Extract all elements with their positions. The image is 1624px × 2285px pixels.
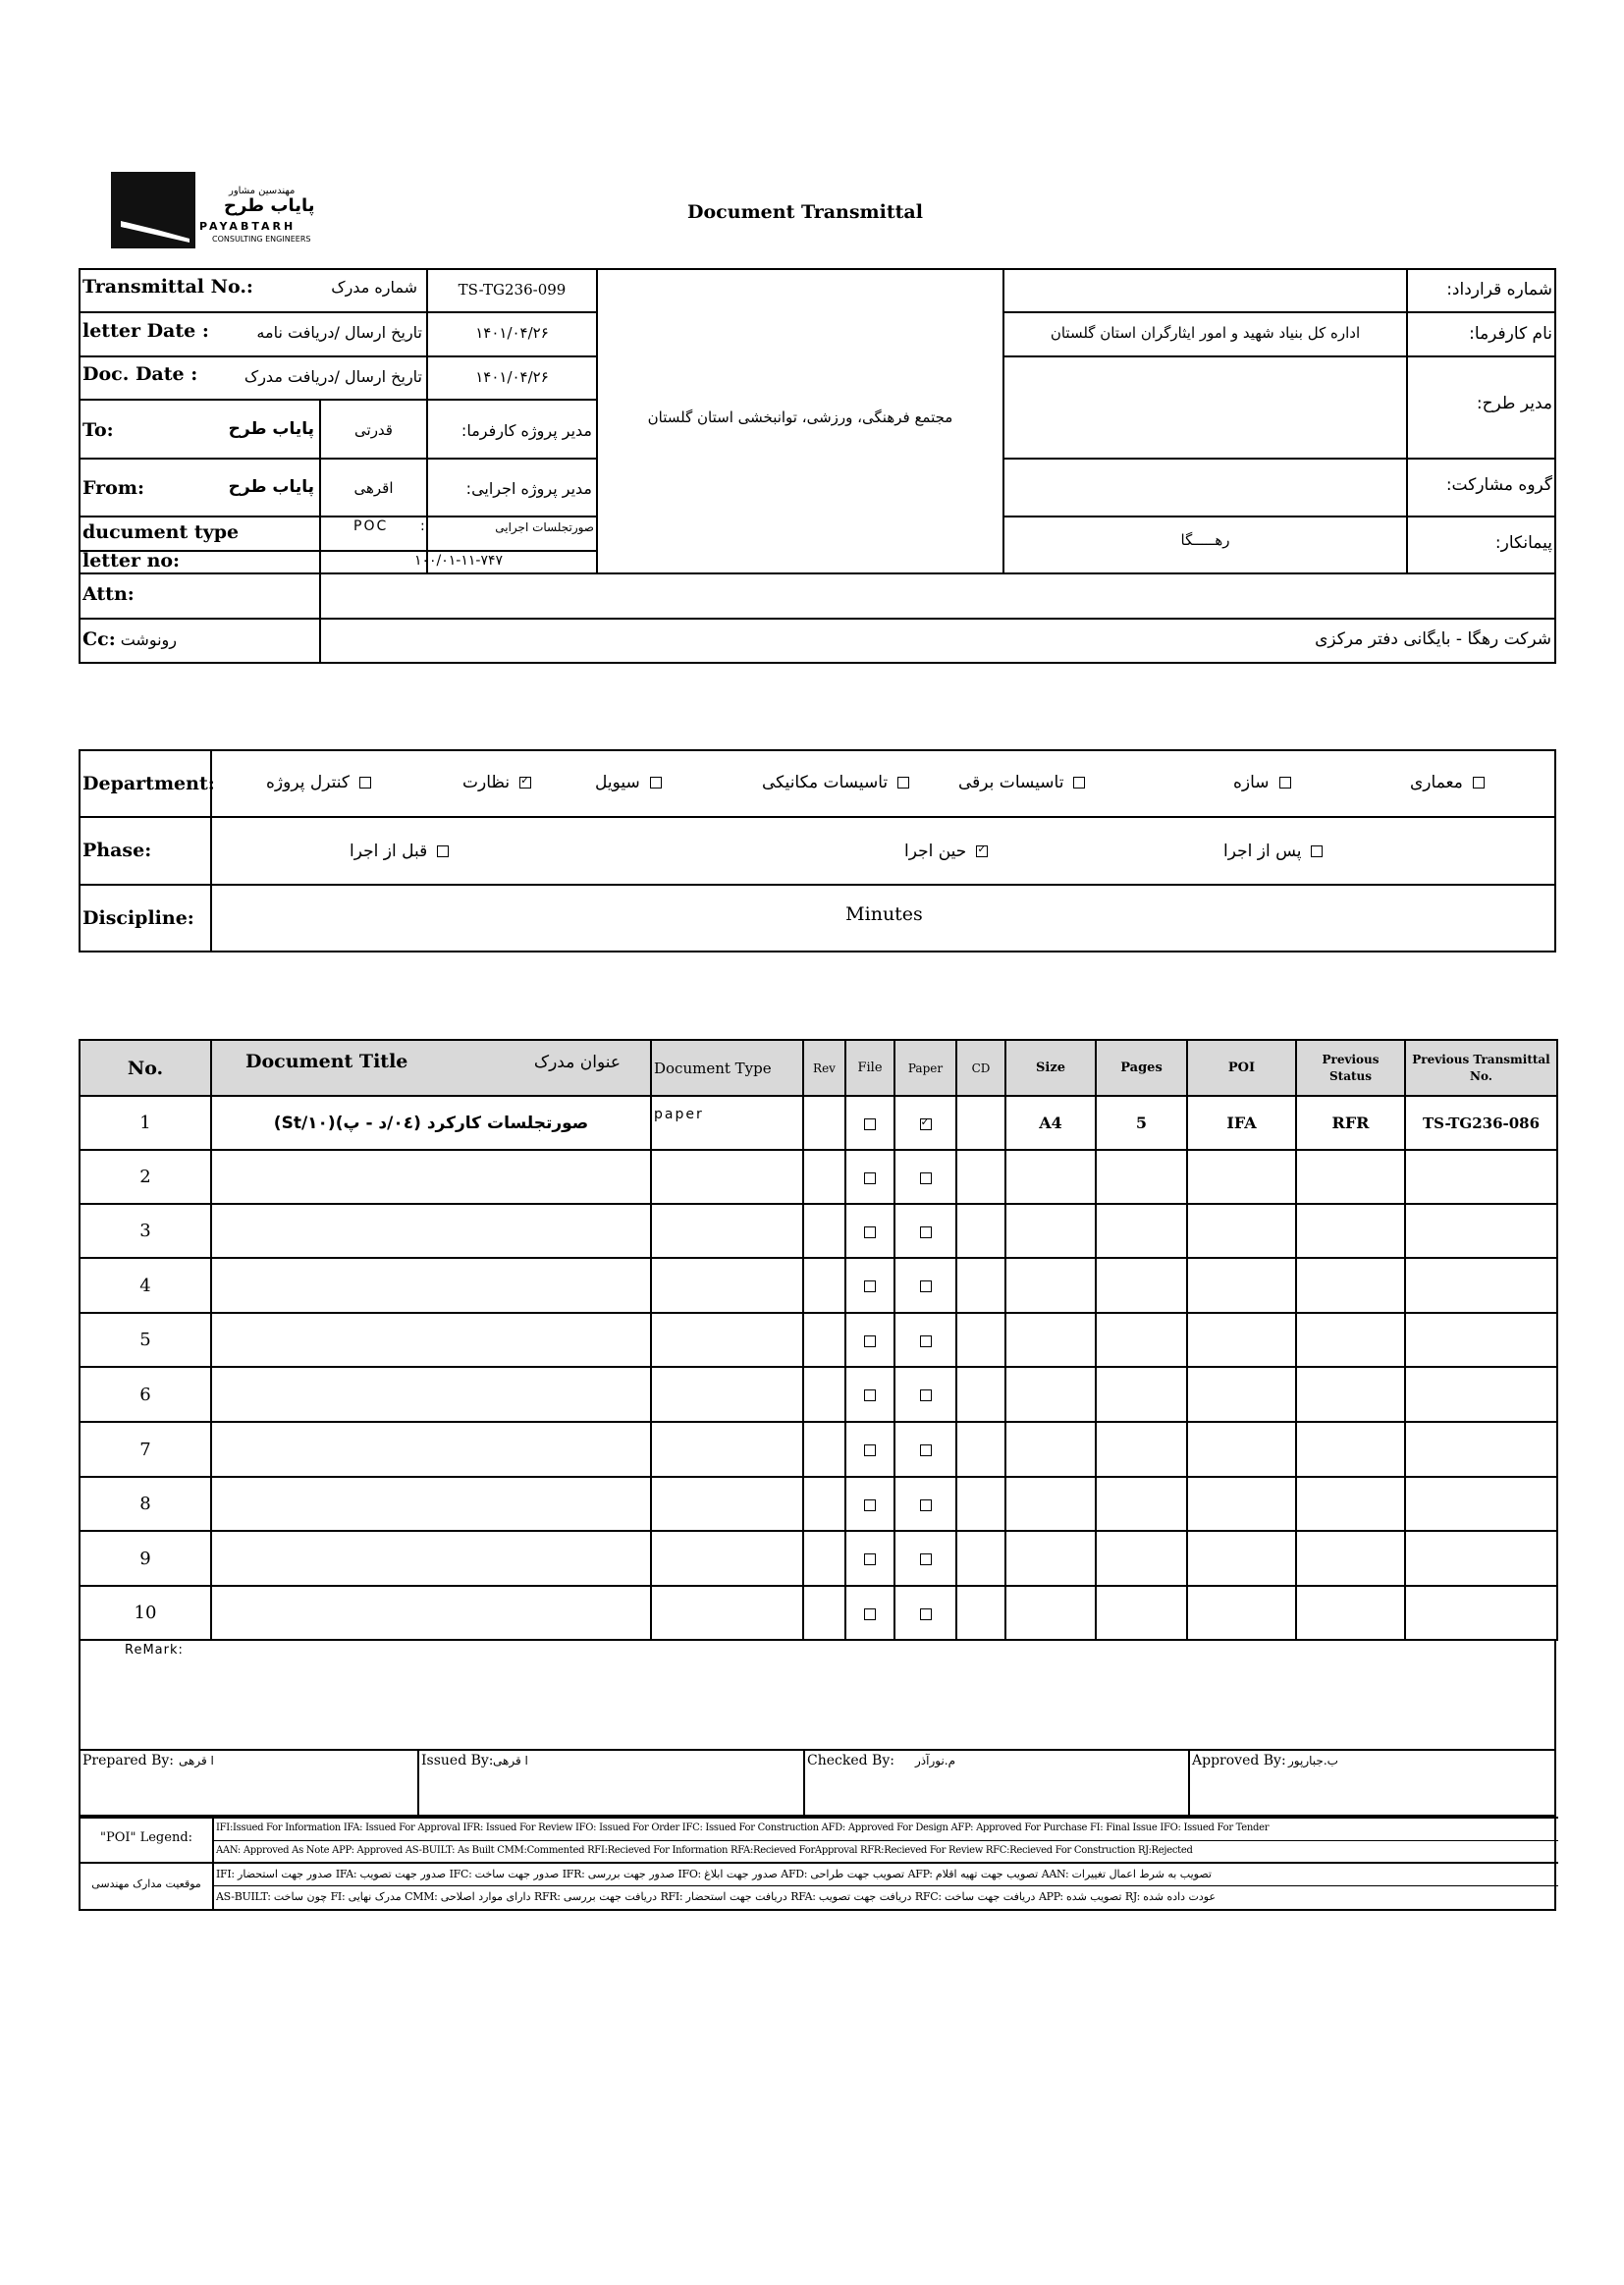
classification-block <box>79 749 1556 952</box>
row-file <box>845 1313 894 1367</box>
paper-checkbox[interactable] <box>920 1118 932 1130</box>
row-size <box>1005 1204 1096 1258</box>
file-checkbox[interactable] <box>864 1389 876 1401</box>
logo-mark <box>111 172 195 248</box>
row-pages <box>1096 1422 1187 1477</box>
row-file <box>845 1150 894 1204</box>
row-title <box>211 1204 651 1258</box>
row-pages <box>1096 1531 1187 1586</box>
row-size <box>1005 1150 1096 1204</box>
row-paper <box>894 1096 956 1150</box>
row-title <box>211 1313 651 1367</box>
row-pages <box>1096 1258 1187 1313</box>
cc-label-fa: رونوشت <box>120 630 177 649</box>
approved-by-label: Approved By: <box>1192 1753 1286 1768</box>
issued-by-label: Issued By: <box>421 1753 494 1768</box>
row-cd <box>956 1422 1005 1477</box>
document-type-label: ducument type <box>82 521 240 543</box>
approved-by-value: ب.جبارپور <box>1288 1754 1338 1768</box>
remark-box <box>79 1641 1556 1751</box>
to-value: پایاب طرح <box>228 419 314 439</box>
row-prev-transmittal <box>1405 1313 1557 1367</box>
poi-legend-line-2: AAN: Approved As Note APP: Approved AS-BUILT: As Built CMM:Commented RFI:Recieved For Information RFA:Recieved ForApproval RFR:Recieved For Review RFC:Recieved For Construction RJ:Rejected <box>216 1845 1193 1856</box>
file-checkbox[interactable] <box>864 1553 876 1565</box>
row-rev <box>803 1313 845 1367</box>
col-poi: POI <box>1187 1040 1296 1096</box>
phase-checkbox[interactable] <box>976 845 988 857</box>
row-cd <box>956 1586 1005 1640</box>
row-title <box>211 1258 651 1313</box>
prepared-by-label: Prepared By: <box>82 1753 175 1768</box>
row-number: 3 <box>80 1204 211 1258</box>
paper-checkbox[interactable] <box>920 1553 932 1565</box>
department-option[interactable] <box>958 749 1085 816</box>
row-document-type <box>651 1586 803 1640</box>
table-row <box>80 1477 1557 1531</box>
department-options <box>212 749 1556 816</box>
table-row <box>80 1096 1557 1150</box>
row-prev-status <box>1296 1150 1405 1204</box>
col-paper: Paper <box>894 1040 956 1096</box>
row-paper <box>894 1204 956 1258</box>
row-size <box>1005 1586 1096 1640</box>
department-option-label: نظارت <box>462 773 511 792</box>
row-number: 2 <box>80 1150 211 1204</box>
department-option-label: تاسیسات مکانیکی <box>762 773 889 792</box>
row-paper <box>894 1586 956 1640</box>
letter-date-value: ۱۴۰۱/۰۴/۲۶ <box>475 324 549 342</box>
paper-checkbox[interactable] <box>920 1335 932 1347</box>
row-size <box>1005 1422 1096 1477</box>
signature-row <box>79 1751 1556 1817</box>
col-pages: Pages <box>1096 1040 1187 1096</box>
file-checkbox[interactable] <box>864 1444 876 1456</box>
col-no: No. <box>80 1040 211 1096</box>
row-file <box>845 1204 894 1258</box>
row-file <box>845 1096 894 1150</box>
table-row <box>80 1204 1557 1258</box>
phase-option-label: حین اجرا <box>904 841 967 861</box>
discipline-label: Discipline: <box>82 907 194 929</box>
row-paper <box>894 1531 956 1586</box>
letter-no-label: letter no: <box>82 550 181 571</box>
row-poi <box>1187 1422 1296 1477</box>
design-manager-label: مدیر طرح: <box>1476 394 1552 413</box>
row-prev-transmittal <box>1405 1204 1557 1258</box>
row-pages: 5 <box>1096 1096 1187 1150</box>
phase-option[interactable] <box>904 818 988 884</box>
from-value: پایاب طرح <box>228 477 314 497</box>
paper-checkbox[interactable] <box>920 1608 932 1620</box>
row-poi <box>1187 1204 1296 1258</box>
remark-label: ReMark: <box>125 1643 184 1658</box>
row-prev-status <box>1296 1367 1405 1422</box>
row-prev-status <box>1296 1586 1405 1640</box>
phase-option[interactable] <box>1223 818 1323 884</box>
issued-by-value: ا قرهی <box>493 1754 528 1768</box>
partnership-label: گروه مشارکت: <box>1445 475 1552 495</box>
row-title <box>211 1477 651 1531</box>
transmittal-no-label: Transmittal No.: <box>82 276 253 298</box>
row-document-type <box>651 1258 803 1313</box>
department-option[interactable] <box>1233 749 1291 816</box>
doc-date-label: Doc. Date : <box>82 363 198 385</box>
row-title <box>211 1422 651 1477</box>
documents-block <box>79 1039 1556 1911</box>
row-number: 10 <box>80 1586 211 1640</box>
row-cd <box>956 1313 1005 1367</box>
file-checkbox[interactable] <box>864 1172 876 1184</box>
row-document-type <box>651 1531 803 1586</box>
row-title <box>211 1150 651 1204</box>
phase-option-label: قبل از اجرا <box>350 841 428 861</box>
row-cd <box>956 1477 1005 1531</box>
to-role-label: مدیر پروژه کارفرما: <box>460 421 592 440</box>
page-title: Document Transmittal <box>687 201 923 223</box>
row-size <box>1005 1367 1096 1422</box>
contractor-label: پیمانکار: <box>1494 533 1552 553</box>
row-paper <box>894 1422 956 1477</box>
department-option[interactable] <box>266 749 371 816</box>
row-file <box>845 1422 894 1477</box>
row-prev-transmittal <box>1405 1258 1557 1313</box>
paper-checkbox[interactable] <box>920 1444 932 1456</box>
row-pages <box>1096 1313 1187 1367</box>
file-checkbox[interactable] <box>864 1226 876 1238</box>
paper-checkbox[interactable] <box>920 1389 932 1401</box>
col-file: File <box>845 1040 894 1096</box>
row-document-type <box>651 1477 803 1531</box>
row-prev-status: RFR <box>1296 1096 1405 1150</box>
row-poi <box>1187 1586 1296 1640</box>
row-paper <box>894 1150 956 1204</box>
row-rev <box>803 1258 845 1313</box>
transmittal-no-value: TS-TG236-099 <box>458 281 567 299</box>
paper-checkbox[interactable] <box>920 1226 932 1238</box>
row-document-type <box>651 1422 803 1477</box>
table-row <box>80 1531 1557 1586</box>
cc-label: Cc: <box>82 628 116 650</box>
phase-checkbox[interactable] <box>1311 845 1323 857</box>
contract-no-label: شماره قرارداد: <box>1446 280 1552 299</box>
poi-legend-label: "POI" Legend: <box>99 1830 193 1845</box>
department-checkbox[interactable] <box>1073 777 1085 789</box>
col-prev-status: Previous Status <box>1296 1040 1405 1096</box>
row-number: 8 <box>80 1477 211 1531</box>
row-pages <box>1096 1150 1187 1204</box>
department-option[interactable] <box>462 749 531 816</box>
department-label: Department: <box>82 773 215 794</box>
col-prev-transmittal: Previous Transmittal No. <box>1405 1040 1557 1096</box>
row-document-type <box>651 1204 803 1258</box>
row-prev-transmittal <box>1405 1367 1557 1422</box>
row-prev-transmittal: TS-TG236-086 <box>1405 1096 1557 1150</box>
row-paper <box>894 1477 956 1531</box>
row-size <box>1005 1258 1096 1313</box>
row-cd <box>956 1204 1005 1258</box>
department-option-label: سیویل <box>595 773 640 792</box>
client-label: نام کارفرما: <box>1469 324 1552 344</box>
cc-value: شرکت رهگا - بایگانی دفتر مرکزی <box>1315 629 1551 649</box>
row-file <box>845 1477 894 1531</box>
discipline-value: Minutes <box>845 903 923 925</box>
phase-options <box>212 818 1556 884</box>
logo-brand-en: PAYABTARH <box>199 220 297 233</box>
letter-date-label-fa: تاریخ ارسال /دریافت نامه <box>256 323 422 342</box>
row-poi <box>1187 1258 1296 1313</box>
row-pages <box>1096 1477 1187 1531</box>
status-legend-line-2: AS-BUILT: چون ساخت FI: مدرک نهایی CMM: دارای موارد اصلاحی RFR: دریافت جهت بررسی RFI: دریافت جهت استحضار RFA: دریافت جهت تصویب RFC: دریافت جهت ساخت APP: تصویب شده RJ: عودت داده شده <box>216 1890 1217 1903</box>
row-number: 1 <box>80 1096 211 1150</box>
row-title: صورتجلسات کارکرد (۰٤/د - پ)(St/۱۰) <box>211 1096 651 1150</box>
to-label: To: <box>82 419 114 441</box>
department-option[interactable] <box>1410 749 1485 816</box>
to-person: قدرتی <box>354 421 393 439</box>
logo-subtitle: CONSULTING ENGINEERS <box>212 235 311 244</box>
row-number: 4 <box>80 1258 211 1313</box>
row-paper <box>894 1367 956 1422</box>
row-rev <box>803 1531 845 1586</box>
row-number: 6 <box>80 1367 211 1422</box>
row-poi: IFA <box>1187 1096 1296 1150</box>
row-paper <box>894 1258 956 1313</box>
department-checkbox[interactable] <box>359 777 371 789</box>
row-document-type: paper <box>651 1096 803 1150</box>
file-checkbox[interactable] <box>864 1118 876 1130</box>
document-type-colon: : <box>420 518 425 534</box>
row-prev-status <box>1296 1422 1405 1477</box>
file-checkbox[interactable] <box>864 1280 876 1292</box>
checked-by-label: Checked By: <box>807 1753 894 1768</box>
prepared-by-value: ا قرهی <box>179 1754 214 1768</box>
col-size: Size <box>1005 1040 1096 1096</box>
file-checkbox[interactable] <box>864 1499 876 1511</box>
row-prev-transmittal <box>1405 1477 1557 1531</box>
document-type-code: POC <box>353 518 389 534</box>
col-cd: CD <box>956 1040 1005 1096</box>
phase-option-label: پس از اجرا <box>1223 841 1302 861</box>
row-number: 5 <box>80 1313 211 1367</box>
transmittal-no-label-fa: شماره مدرک <box>331 278 417 297</box>
phase-option[interactable] <box>350 818 449 884</box>
row-paper <box>894 1313 956 1367</box>
row-size <box>1005 1531 1096 1586</box>
row-document-type <box>651 1150 803 1204</box>
department-checkbox[interactable] <box>650 777 662 789</box>
row-poi <box>1187 1367 1296 1422</box>
row-cd <box>956 1531 1005 1586</box>
department-option-label: معماری <box>1410 773 1463 792</box>
row-rev <box>803 1150 845 1204</box>
row-number: 9 <box>80 1531 211 1586</box>
row-pages <box>1096 1204 1187 1258</box>
letter-date-label: letter Date : <box>82 320 209 342</box>
row-cd <box>956 1096 1005 1150</box>
row-cd <box>956 1367 1005 1422</box>
checked-by-value: م.نورآذر <box>915 1754 956 1768</box>
paper-checkbox[interactable] <box>920 1172 932 1184</box>
contractor-value: رهـــــگا <box>1180 531 1230 549</box>
row-rev <box>803 1367 845 1422</box>
row-cd <box>956 1258 1005 1313</box>
row-file <box>845 1258 894 1313</box>
row-pages <box>1096 1367 1187 1422</box>
from-label: From: <box>82 477 144 499</box>
status-legend-label: موقعیت مدارک مهندسی <box>91 1877 201 1890</box>
row-prev-transmittal <box>1405 1586 1557 1640</box>
table-row <box>80 1150 1557 1204</box>
row-prev-status <box>1296 1531 1405 1586</box>
row-prev-status <box>1296 1313 1405 1367</box>
department-checkbox[interactable] <box>897 777 909 789</box>
phase-checkbox[interactable] <box>437 845 449 857</box>
row-size <box>1005 1313 1096 1367</box>
company-logo <box>111 172 317 250</box>
row-size: A4 <box>1005 1096 1096 1150</box>
department-option[interactable] <box>595 749 662 816</box>
attn-label: Attn: <box>82 583 135 605</box>
row-prev-status <box>1296 1204 1405 1258</box>
row-document-type <box>651 1367 803 1422</box>
row-cd <box>956 1150 1005 1204</box>
row-title <box>211 1367 651 1422</box>
phase-label: Phase: <box>82 840 152 861</box>
row-prev-transmittal <box>1405 1422 1557 1477</box>
department-option-label: کنترل پروژه <box>266 773 350 792</box>
row-prev-transmittal <box>1405 1150 1557 1204</box>
poi-legend-line-1: IFI:Issued For Information IFA: Issued For Approval IFR: Issued For Review IFO: Issued For Order IFC: Issued For Construction AFD: Approved For Design AFP: Approved For Purchase FI: Final Issue IFO: Issued For Tender <box>216 1823 1270 1833</box>
from-role-label: مدیر پروژه اجرایی: <box>465 479 592 498</box>
department-checkbox[interactable] <box>1279 777 1291 789</box>
doc-date-label-fa: تاریخ ارسال /دریافت مدرک <box>244 367 422 386</box>
row-rev <box>803 1096 845 1150</box>
row-rev <box>803 1586 845 1640</box>
paper-checkbox[interactable] <box>920 1499 932 1511</box>
row-rev <box>803 1422 845 1477</box>
letter-no-value: ۱۰۰/۰۱-۱۱-۷۴۷ <box>413 553 503 569</box>
table-row <box>80 1367 1557 1422</box>
row-file <box>845 1531 894 1586</box>
row-poi <box>1187 1477 1296 1531</box>
row-poi <box>1187 1150 1296 1204</box>
row-number: 7 <box>80 1422 211 1477</box>
row-prev-status <box>1296 1258 1405 1313</box>
row-title <box>211 1586 651 1640</box>
department-option-label: تاسیسات برقی <box>958 773 1064 792</box>
row-prev-transmittal <box>1405 1531 1557 1586</box>
row-poi <box>1187 1313 1296 1367</box>
row-size <box>1005 1477 1096 1531</box>
table-row <box>80 1313 1557 1367</box>
row-poi <box>1187 1531 1296 1586</box>
row-rev <box>803 1477 845 1531</box>
col-title <box>211 1040 651 1096</box>
department-checkbox[interactable] <box>1473 777 1485 789</box>
logo-brand-fa: پایاب طرح <box>224 195 315 216</box>
project-name: مجتمع فرهنگی، ورزشی، توانبخشی استان گلستان <box>647 408 953 426</box>
from-person: اقرهی <box>353 479 394 497</box>
legend-block <box>79 1817 1556 1911</box>
row-file <box>845 1586 894 1640</box>
department-option[interactable] <box>762 749 909 816</box>
col-title-fa: عنوان مدرک <box>533 1053 621 1072</box>
document-type-value: صورتجلسات اجرایی <box>495 520 594 534</box>
row-document-type <box>651 1313 803 1367</box>
row-title <box>211 1531 651 1586</box>
doc-date-value: ۱۴۰۱/۰۴/۲۶ <box>475 368 549 386</box>
paper-checkbox[interactable] <box>920 1280 932 1292</box>
file-checkbox[interactable] <box>864 1335 876 1347</box>
col-rev: Rev <box>803 1040 845 1096</box>
client-value: اداره کل بنیاد شهید و امور ایثارگران استان گلستان <box>1050 324 1361 342</box>
row-pages <box>1096 1586 1187 1640</box>
row-rev <box>803 1204 845 1258</box>
col-type: Document Type <box>651 1040 803 1096</box>
department-checkbox[interactable] <box>519 777 531 789</box>
table-row <box>80 1586 1557 1640</box>
row-file <box>845 1367 894 1422</box>
status-legend-line-1: IFI: صدور جهت استحضار IFA: صدور جهت تصویب IFC: صدور جهت ساخت IFR: صدور جهت بررسی IFO: صدور جهت ابلاغ AFD: تصویب جهت طراحی AFP: تصویب جهت تهیه اقلام AAN: تصویب به شرط اعمال تغییرات <box>216 1868 1212 1880</box>
department-option-label: سازه <box>1233 773 1270 792</box>
row-prev-status <box>1296 1477 1405 1531</box>
col-title-en: Document Title <box>245 1051 408 1072</box>
table-row <box>80 1422 1557 1477</box>
file-checkbox[interactable] <box>864 1608 876 1620</box>
documents-table <box>79 1039 1558 1641</box>
header-block <box>79 268 1556 664</box>
table-row <box>80 1258 1557 1313</box>
logo-text-fa: مهندسین مشاور <box>229 186 296 196</box>
